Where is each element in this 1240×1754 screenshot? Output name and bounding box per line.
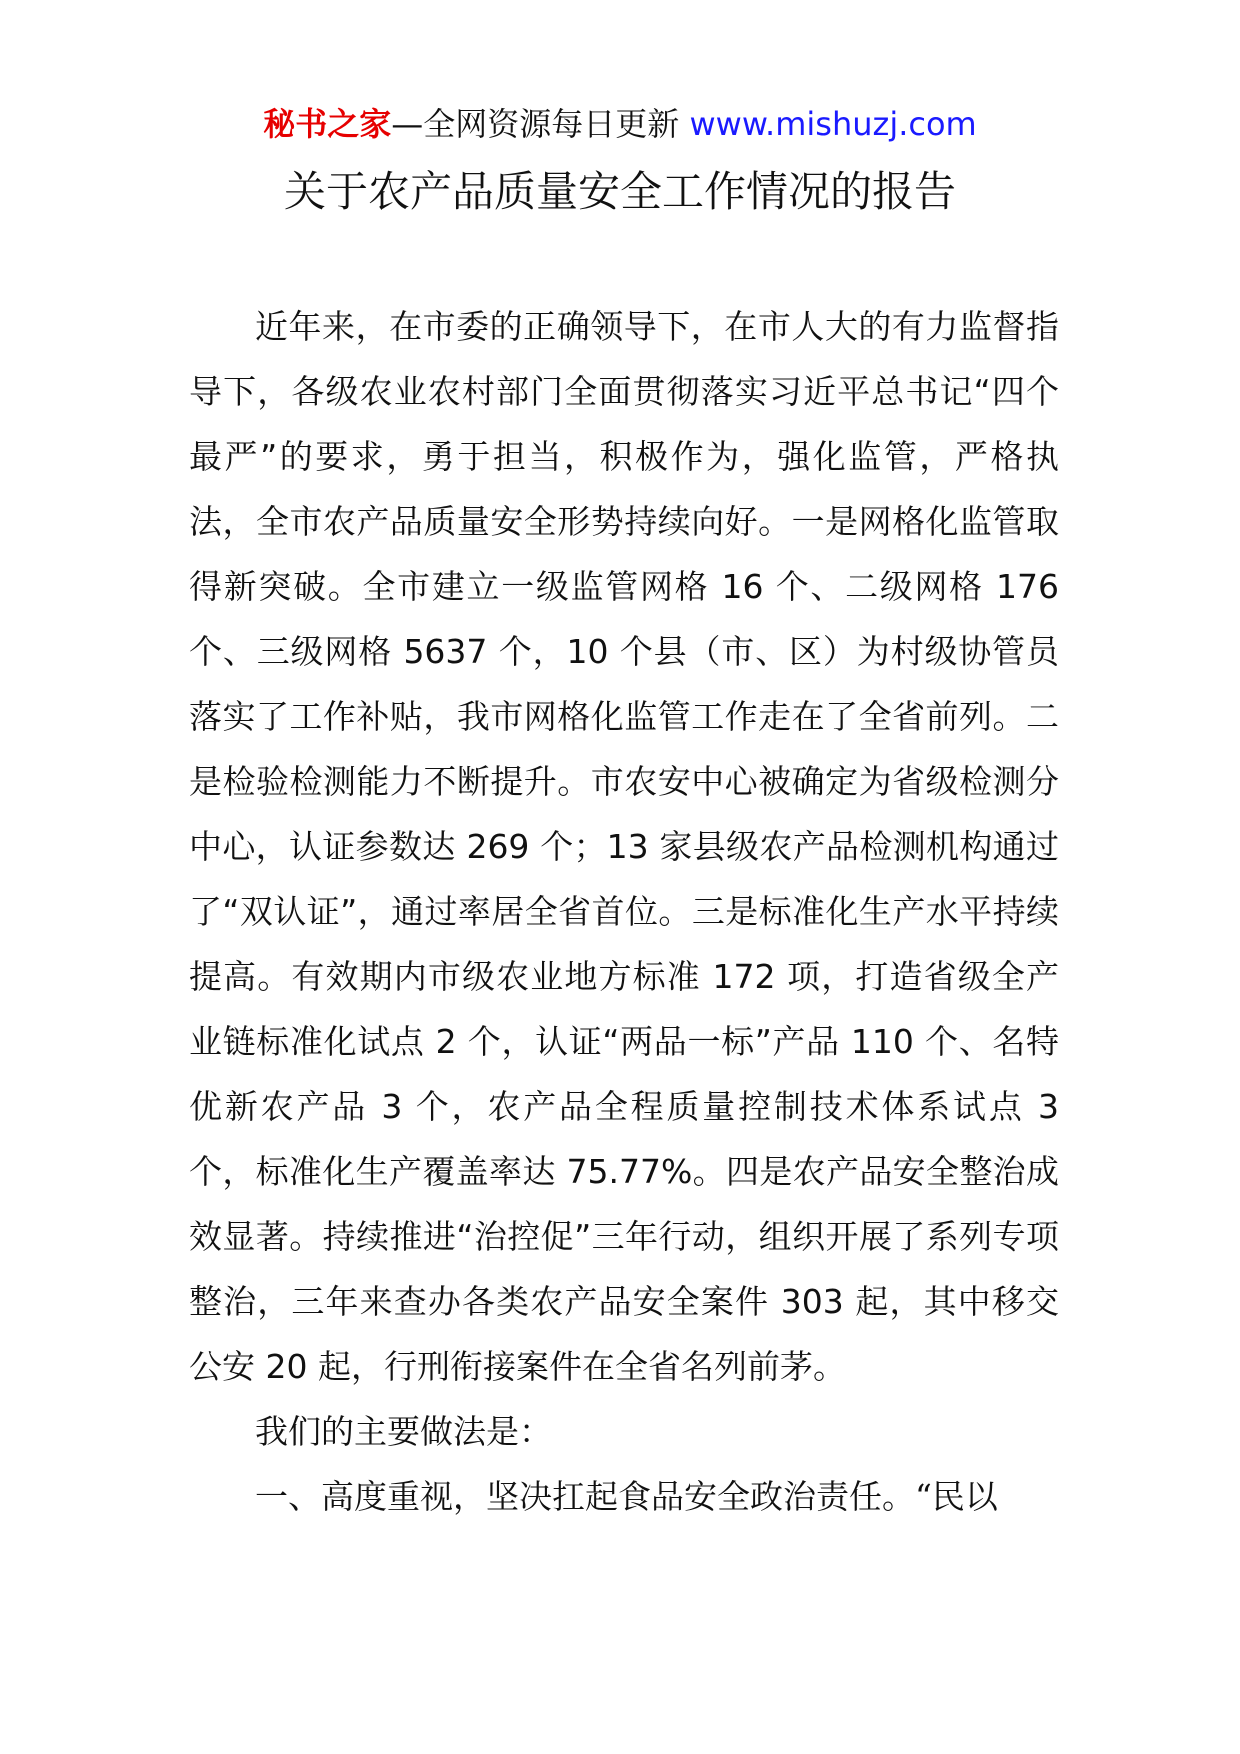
- site-tagline: —全网资源每日更新: [391, 105, 680, 143]
- document-title: 关于农产品质量安全工作情况的报告: [283, 167, 956, 216]
- site-header: [0, 100, 1240, 148]
- section-heading-1: 一、高度重视，坚决扛起食品安全政治责任。“民以: [255, 1477, 998, 1516]
- site-url-link[interactable]: www.mishuzj.com: [689, 105, 977, 143]
- intro-paragraph: 近年来，在市委的正确领导下，在市人大的有力监督指导下，各级农业农村部门全面贯彻落实习近平总书记“四个最严”的要求，勇于担当，积极作为，强化监管，严格执法，全市农产品质量安全形势持续向好。一是网格化监管取得新突破。全市建立一级监管网格 16 个、二级网格 176 个、三级网格 5637 个，10 个县（市、区）为村级协管员落实了工作补贴，我市网格化监管工作走在了全省前列。二是检验检测能力不断提升。市农安中心被确定为省级检测分中心，认证参数达 269 个；13 家县级农产品检测机构通过了“双认证”，通过率居全省首位。三是标准化生产水平持续提高。有效期内市级农业地方标准 172 项，打造省级全产业链标准化试点 2 个，认证“两品一标”产品 110 个、名特优新农产品 3 个，农产品全程质量控制技术体系试点 3 个，标准化生产覆盖率达 75.77%。四是农产品安全整治成效显著。持续推进“治控促”三年行动，组织开展了系列专项整治，三年来查办各类农产品安全案件 303 起，其中移交公安 20 起，行刑衔接案件在全省名列前茅。: [189, 307, 1059, 1386]
- brand-name: 秘书之家: [263, 105, 392, 143]
- document-body: [189, 294, 1059, 1529]
- methods-lead-paragraph: 我们的主要做法是：: [255, 1412, 552, 1451]
